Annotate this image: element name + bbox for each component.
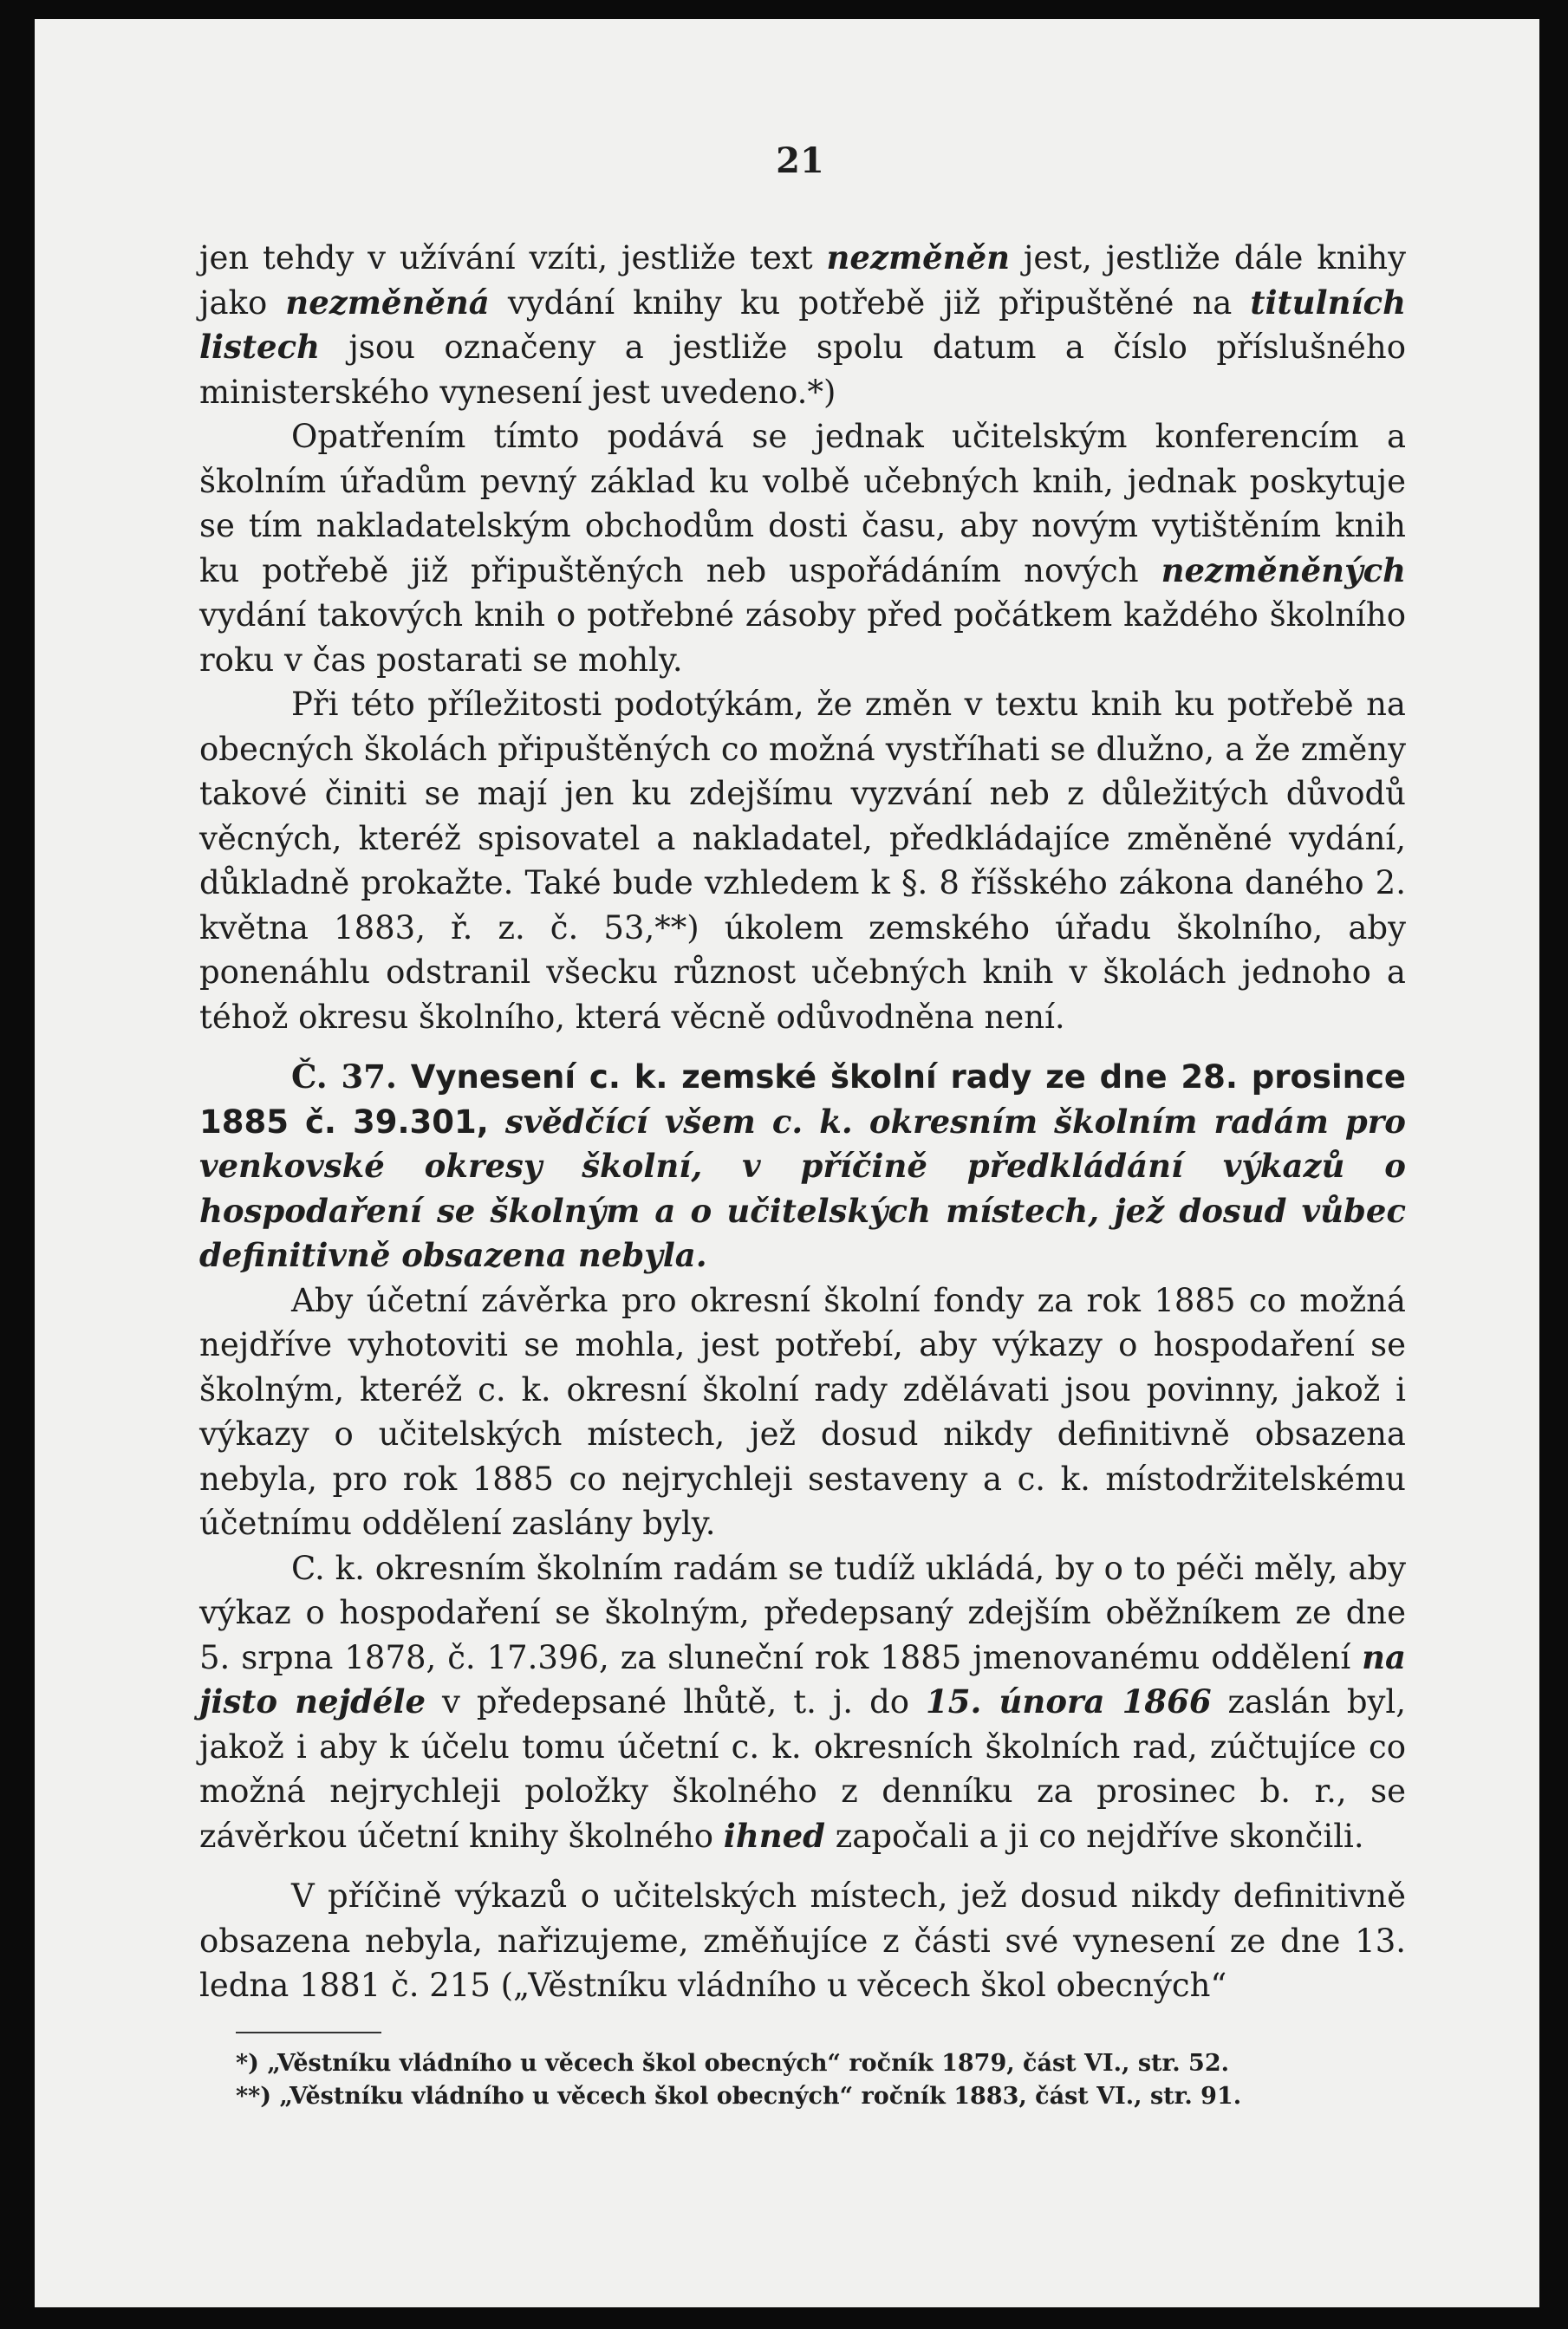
- paragraph-4: Aby účetní závěrka pro okresní školní fondy za rok 1885 co možná nejdříve vyhotoviti se mohla, jest potřebí, aby výkazy o hospodaření se školným, kteréž c. k. okresní školní rady zdělávati jsou povinny, jakož i výkazy o učitelských místech, jež dosud nikdy definitivně obsazena nebyla, pro rok 1885 co nejrychleji sestaveny a c. k. místodržitelskému účetnímu oddělení zaslány byly.: [199, 1281, 1406, 1542]
- paragraph-5-emphasis-na-jisto: na jisto nejdéle: [199, 1637, 1406, 1721]
- paragraph-1-emphasis-nezmenena: nezměněná: [285, 283, 490, 322]
- decree-number: Č. 37.: [291, 1057, 397, 1096]
- paragraph-6: V příčině výkazů o učitelských místech, jež dosud nikdy definitivně obsazena nebyla, nařizujeme, změňujíce z části své vynesení ze dne 13. ledna 1881 č. 215 („Věstníku vládního u věcech škol obecných“: [199, 1877, 1406, 2004]
- footnotes: [236, 2047, 1406, 2113]
- footnote-1: *) „Věstníku vládního u věcech škol obecných“ ročník 1879, část VI., str. 52.: [236, 2050, 1230, 2077]
- paragraph-2-text-a: Opatřením tímto podává se jednak učitelským konferencím a školním úřadům pevný základ ku volbě učebných knih, jednak poskytuje se tím nakladatelským obchodům dosti času, aby novým vytištěním knih ku potřebě již připuštěných neb uspořádáním nových: [199, 418, 1406, 589]
- footnote-divider: [236, 2032, 381, 2033]
- paragraph-1-text-e: vydání knihy ku potřebě již připuštěné na: [489, 283, 1251, 322]
- paragraph-5-text-a: C. k. okresním školním radám se tudíž ukládá, by o to péči měly, aby výkaz o hospodaření se školným, předepsaný zdejším oběžníkem ze dne 5. srpna 1878, č. 17.396, za sluneční rok 1885 jmenovanému oddělení: [199, 1549, 1406, 1676]
- paragraph-5-emphasis-date: 15. února 1866: [926, 1682, 1212, 1721]
- paragraph-1-text-c: jest, jestliže dále knihy jako: [199, 239, 1407, 322]
- decree-title: Vynesení c. k. zemské školní rady ze dne 28. prosince 1885 č. 39.301,: [199, 1058, 1406, 1141]
- paragraph-1: [199, 236, 1406, 414]
- page-number: 21: [776, 140, 824, 181]
- paragraph-1-text-a: jen tehdy v užívání vzíti, jestliže text: [199, 239, 827, 276]
- paragraph-2-emphasis: nezměněných: [1161, 550, 1406, 589]
- paragraph-1-emphasis-titulnich: titulních listech: [199, 283, 1406, 366]
- paragraph-3: Při této příležitosti podotýkám, že změn v textu knih ku potřebě na obecných školách připuštěných co možná vystříhati se dlužno, a že změny takové činiti se mají jen ku zdejšímu vyzvání neb z důležitých důvodů věcných, kteréž spisovatel a nakladatel, předkládajíce změněné vydání, důkladně prokažte. Také bude vzhledem k §. 8 říšského zákona daného 2. května 1883, ř. z. č. 53,**) úkolem zemského úřadu školního, aby ponenáhlu odstranil všecku různost učebných knih v školách jednoho a téhož okresu školního, která věcně odůvodněna není.: [199, 686, 1406, 1036]
- paragraph-5: [199, 1546, 1406, 1859]
- decree-heading: [199, 1055, 1406, 1278]
- paragraph-5-text-e: zaslán byl, jakož i aby k účelu tomu účetní c. k. okresních školních rad, zúčtujíce co možná nejrychleji položky školného z denníku za prosinec b. r., se závěrkou účetní knihy školného: [199, 1683, 1406, 1855]
- paragraph-5-text-c: v předepsané lhůtě, t. j. do: [426, 1683, 927, 1721]
- document-page: [35, 19, 1539, 2307]
- paragraph-1-text-g: jsou označeny a jestliže spolu datum a číslo příslušného ministerského vynesení jest uvedeno.*): [199, 329, 1406, 411]
- footnote-2: **) „Věstníku vládního u věcech škol obecných“ ročník 1883, část VI., str. 91.: [236, 2083, 1242, 2110]
- paragraph-5-emphasis-ihned: ihned: [723, 1816, 826, 1855]
- paragraph-5-text-g: započali a ji co nejdříve skončili.: [825, 1817, 1364, 1855]
- paragraph-2-text-c: vydání takových knih o potřebné zásoby před počátkem každého školního roku v čas postarati se mohly.: [199, 596, 1406, 679]
- paragraph-2: [199, 414, 1406, 682]
- paragraph-1-emphasis-nezmenen: nezměněn: [826, 238, 1011, 276]
- main-text: [199, 236, 1406, 2008]
- decree-subtitle: svědčící všem c. k. okresním školním radám pro venkovské okresy školní, v příčině předkládání výkazů o hospodaření se školným a o učitelských místech, jež dosud vůbec definitivně obsazena nebyla.: [199, 1102, 1406, 1274]
